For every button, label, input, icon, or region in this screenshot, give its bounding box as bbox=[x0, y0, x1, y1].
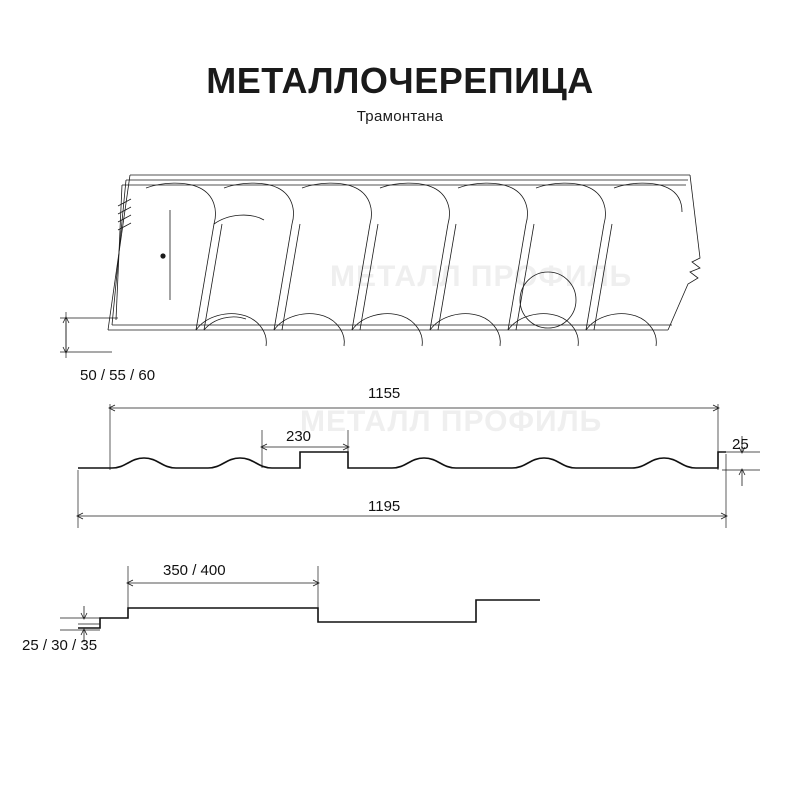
side-section-view bbox=[60, 566, 540, 642]
dimension-label-height-bottom: 25 / 30 / 35 bbox=[22, 637, 98, 654]
page-subtitle: Трамонтана bbox=[356, 107, 444, 125]
dimension-label-step: 350 / 400 bbox=[163, 562, 226, 579]
perspective-view bbox=[60, 175, 700, 358]
dimension-label-25: 25 bbox=[732, 436, 749, 453]
watermark-2: МЕТАЛЛ ПРОФИЛЬ bbox=[300, 405, 603, 438]
dimension-label-1155: 1155 bbox=[368, 385, 401, 402]
watermark-1: МЕТАЛЛ ПРОФИЛЬ bbox=[330, 260, 633, 293]
page-title: МЕТАЛЛОЧЕРЕПИЦА bbox=[206, 60, 594, 101]
dimension-label-230: 230 bbox=[286, 428, 312, 445]
dimension-label-1195: 1195 bbox=[368, 498, 401, 515]
dimension-label-height-top: 50 / 55 / 60 bbox=[80, 367, 156, 384]
profile-section-view bbox=[77, 404, 760, 528]
